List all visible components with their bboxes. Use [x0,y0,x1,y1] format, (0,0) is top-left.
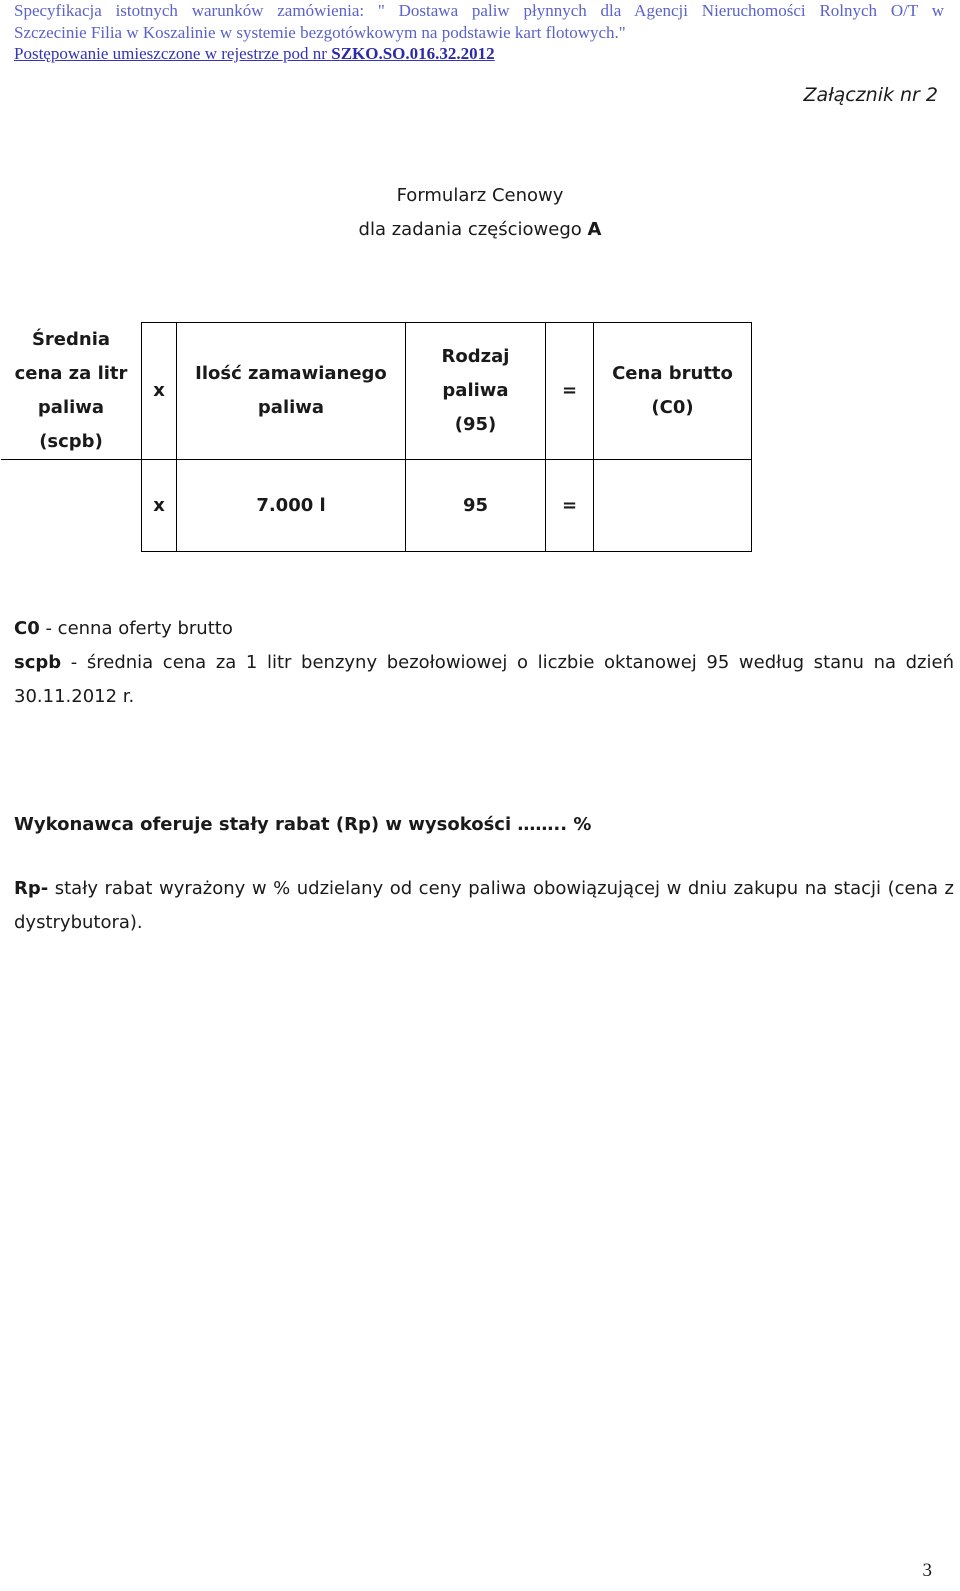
rp-term: Rp- [14,878,49,899]
rp-definition [14,872,954,940]
document-header [14,0,944,65]
header-fuel-type: Rodzaj paliwa (95) [406,323,546,460]
cell-fuel-type: 95 [406,460,546,552]
attachment-label: Załącznik nr 2 [803,84,938,106]
page-number: 3 [922,1560,932,1581]
cell-equals-sign: = [546,460,594,552]
header-line-3 [14,43,944,65]
cell-avg-price[interactable] [1,460,142,552]
form-subtitle-text: dla zadania częściowego [358,219,582,240]
definition-scpb-text: - średnia cena za 1 litr benzyny bezołowiowej o liczbie oktanowej 95 według stanu na dzień 30.11.2012 r. [14,652,954,707]
definition-scpb [14,646,954,714]
definition-c0-text: - cenna oferty brutto [39,618,233,639]
register-label: Postępowanie umieszczone w rejestrze pod nr [14,44,327,63]
header-gross-price: Cena brutto (C0) [594,323,752,460]
cell-multiply-sign: x [142,460,177,552]
definition-scpb-term: scpb [14,652,62,673]
header-line-2: Szczecinie Filia w Koszalinie w systemie bezgotówkowym na podstawie kart flotowych." [14,22,626,42]
definition-c0-term: C0 [14,618,40,639]
header-quantity: Ilość zamawianego paliwa [177,323,406,460]
rp-text: stały rabat wyrażony w % udzielany od ceny paliwa obowiązującej w dniu zakupu na stacji (cena z dystrybutora). [14,878,954,933]
register-number: SZKO.SO.016.32.2012 [331,44,495,63]
header-equals-sign: = [546,323,594,460]
header-line-1: Specyfikacja istotnych warunków zamówienia: " Dostawa paliw płynnych dla Agencji Nieruchomości Rolnych O/T w [14,1,944,20]
header-multiply-sign: x [142,323,177,460]
price-table-header-row [1,323,752,460]
definition-c0 [14,612,954,646]
discount-offer: Wykonawca oferuje stały rabat (Rp) w wysokości …….. % [14,814,592,835]
header-avg-price: Średnia cena za litr paliwa (scpb) [1,323,142,460]
cell-quantity: 7.000 l [177,460,406,552]
cell-gross-price[interactable] [594,460,752,552]
price-table [1,322,752,552]
form-title: Formularz Cenowy [396,185,564,206]
form-subtitle-letter: A [587,219,602,240]
definitions [14,612,954,714]
form-subtitle [0,219,960,240]
price-table-value-row [1,460,752,552]
